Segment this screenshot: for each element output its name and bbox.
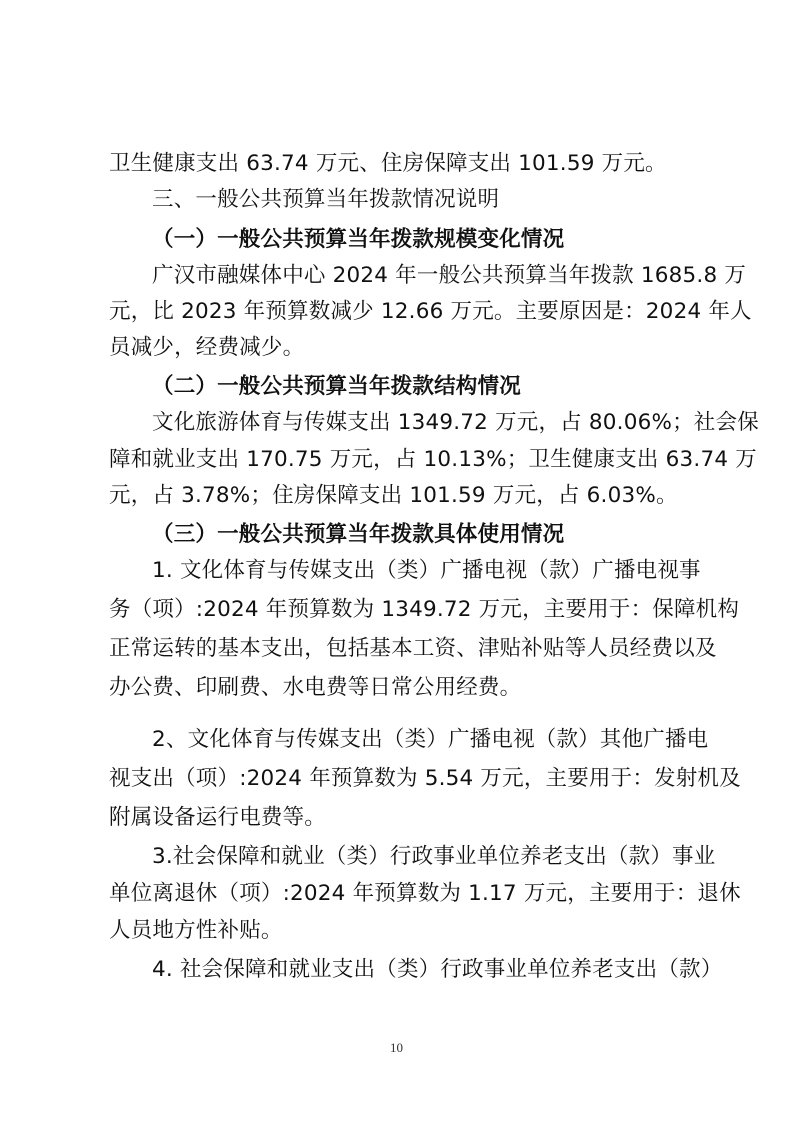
body-text-line: 务（项）:2024 年预算数为 1349.72 万元，主要用于：保障机构: [109, 597, 740, 622]
section-heading: 三、一般公共预算当年拨款情况说明: [152, 187, 500, 212]
body-text-line: 2、文化体育与传媒支出（类）广播电视（款）其他广播电: [152, 727, 709, 752]
body-text-line: 4. 社会保障和就业支出（类）行政事业单位养老支出（款）: [152, 957, 723, 982]
body-text-line: 元，比 2023 年预算数减少 12.66 万元。主要原因是：2024 年人: [109, 299, 752, 324]
body-text-line: 1. 文化体育与传媒支出（类）广播电视（款）广播电视事: [152, 558, 701, 583]
body-text-line: 视支出（项）:2024 年预算数为 5.54 万元，主要用于：发射机及: [109, 766, 741, 791]
body-text-line: 正常运转的基本支出，包括基本工资、津贴补贴等人员经费以及: [109, 636, 717, 661]
body-text-line: 广汉市融媒体中心 2024 年一般公共预算当年拨款 1685.8 万: [152, 263, 747, 288]
subsection-heading: （三）一般公共预算当年拨款具体使用情况: [152, 522, 565, 547]
page-number: 10: [390, 1040, 403, 1055]
body-text-line: 员减少，经费减少。: [109, 335, 305, 360]
body-text-line: 障和就业支出 170.75 万元，占 10.13%；卫生健康支出 63.74 万: [109, 447, 757, 472]
body-text-line: 3.社会保障和就业（类）行政事业单位养老支出（款）事业: [152, 844, 716, 869]
subsection-heading: （二）一般公共预算当年拨款结构情况: [152, 374, 521, 399]
body-text-line: 元，占 3.78%；住房保障支出 101.59 万元，占 6.03%。: [109, 483, 678, 508]
body-text-line: 卫生健康支出 63.74 万元、住房保障支出 101.59 万元。: [109, 151, 667, 176]
body-text-line: 办公费、印刷费、水电费等日常公用经费。: [109, 675, 522, 700]
body-text-line: 人员地方性补贴。: [109, 918, 283, 943]
body-text-line: 单位离退休（项）:2024 年预算数为 1.17 万元，主要用于：退休: [109, 881, 741, 906]
subsection-heading: （一）一般公共预算当年拨款规模变化情况: [152, 227, 565, 252]
body-text-line: 附属设备运行电费等。: [109, 805, 327, 830]
body-text-line: 文化旅游体育与传媒支出 1349.72 万元，占 80.06%；社会保: [152, 410, 759, 435]
